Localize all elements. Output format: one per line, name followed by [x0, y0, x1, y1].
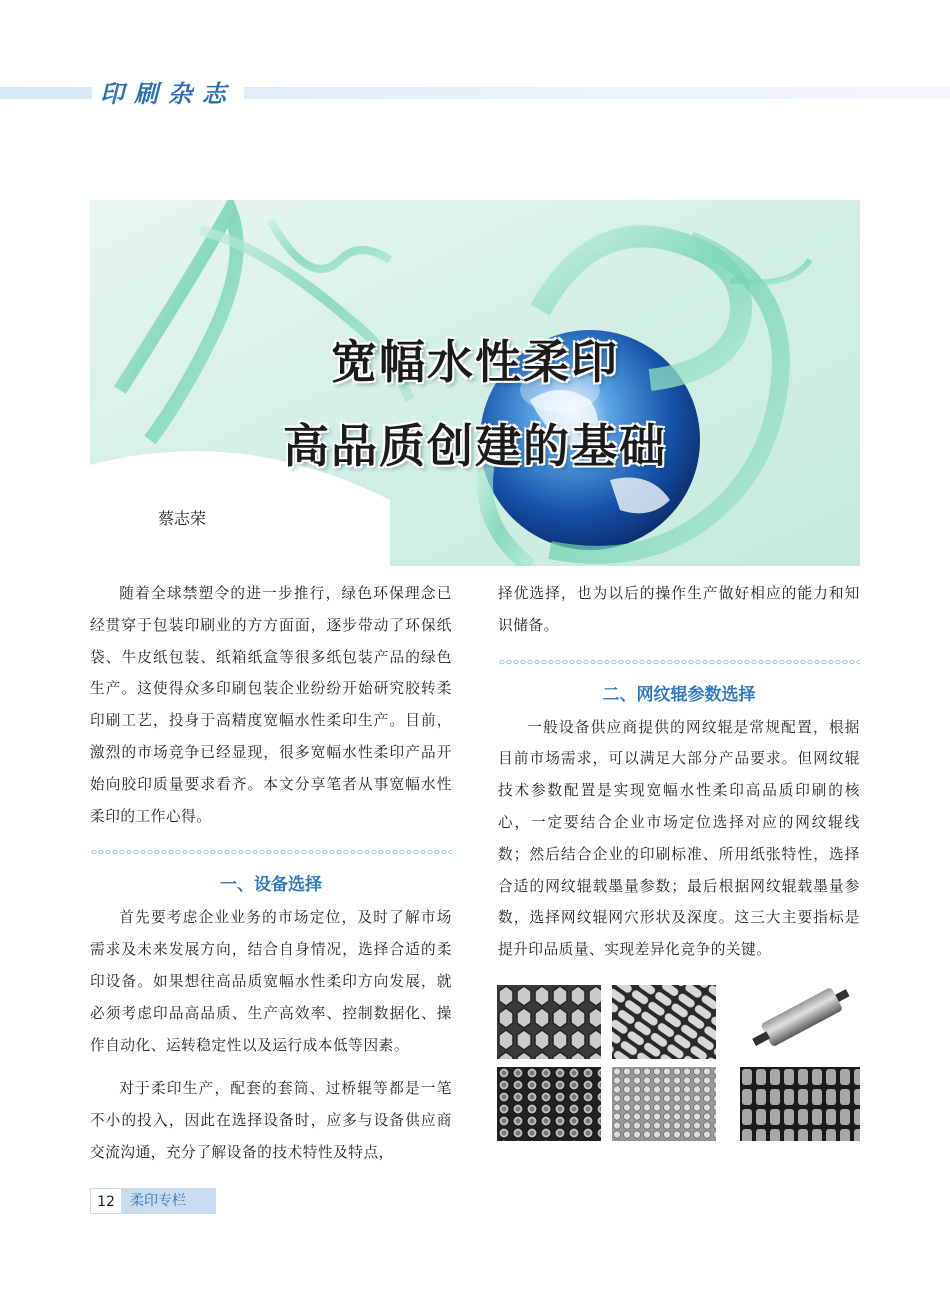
anilox-roller-image	[740, 977, 860, 1059]
intro-paragraph: 随着全球禁塑令的进一步推行，绿色环保理念已经贯穿于包装印刷业的方方面面，逐步带动了环保纸袋、牛皮纸包装、纸箱纸盒等很多纸包装产品的绿色生产。这使得众多印刷包装企业纷纷开始研究胶转柔印刷工艺，投身于高精度宽幅水性柔印生产。目前，激烈的市场竞争已经显现，很多宽幅水性柔印产品开始向胶印质量要求看齐。本文分享笔者从事宽幅水性柔印的工作心得。	[90, 585, 452, 825]
section-divider	[90, 846, 452, 858]
elongated-hex-cell-image	[497, 985, 601, 1059]
fine-round-cell-image	[612, 1067, 716, 1141]
diagonal-slot-cell-image	[612, 985, 716, 1059]
page-number: 12	[90, 1188, 122, 1214]
section-1-paragraph-2-continued: 择优选择，也为以后的操作生产做好相应的能力和知识储备。	[498, 585, 860, 634]
article-title-line-2: 高品质创建的基础	[283, 419, 667, 473]
footer-section-tag	[90, 1188, 216, 1214]
section-2-paragraph: 一般设备供应商提供的网纹辊是常规配置，根据目前市场需求，可以满足大部分产品要求。但网纹辊技术参数配置是实现宽幅水性柔印高品质印刷的核心，一定要结合企业市场定位选择对应的网纹辊线数；然后结合企业的印刷标准、所用纸张特性，选择合适的网纹辊载墨量参数；最后根据网纹辊载墨量参数，选择网纹辊网穴形状及深度。这三大主要指标是提升印品质量、实现差异化竞争的关键。	[498, 718, 860, 959]
left-column	[90, 578, 452, 1169]
right-column	[498, 578, 860, 966]
vertical-slot-cell-image	[740, 1067, 860, 1141]
article-title-line-1: 宽幅水性柔印	[331, 335, 619, 389]
section-1-heading: 一、设备选择	[220, 875, 322, 896]
anilox-images	[497, 985, 860, 1141]
section-1-paragraph-1: 首先要考虑企业业务的市场定位，及时了解市场需求及未来发展方向，结合自身情况，选择合适的柔印设备。如果想往高品质宽幅水性柔印方向发展，就必须考虑印品高品质、生产高效率、控制数据化、操作自动化、运转稳定性以及运行成本低等因素。	[90, 909, 452, 1054]
magazine-title: 印刷杂志	[92, 74, 244, 114]
section-1-paragraph-2: 对于柔印生产，配套的套筒、过桥辊等都是一笔不小的投入，因此在选择设备时，应多与设备供应商交流沟通，充分了解设备的技术特性及特点，	[90, 1080, 452, 1161]
section-2-heading: 二、网纹辊参数选择	[602, 684, 756, 705]
section-divider	[498, 656, 860, 668]
section-name: 柔印专栏	[130, 1193, 186, 1209]
author-name: 蔡志荣	[158, 509, 207, 528]
hexagonal-cell-image	[497, 1067, 601, 1141]
hero-banner	[90, 200, 860, 566]
